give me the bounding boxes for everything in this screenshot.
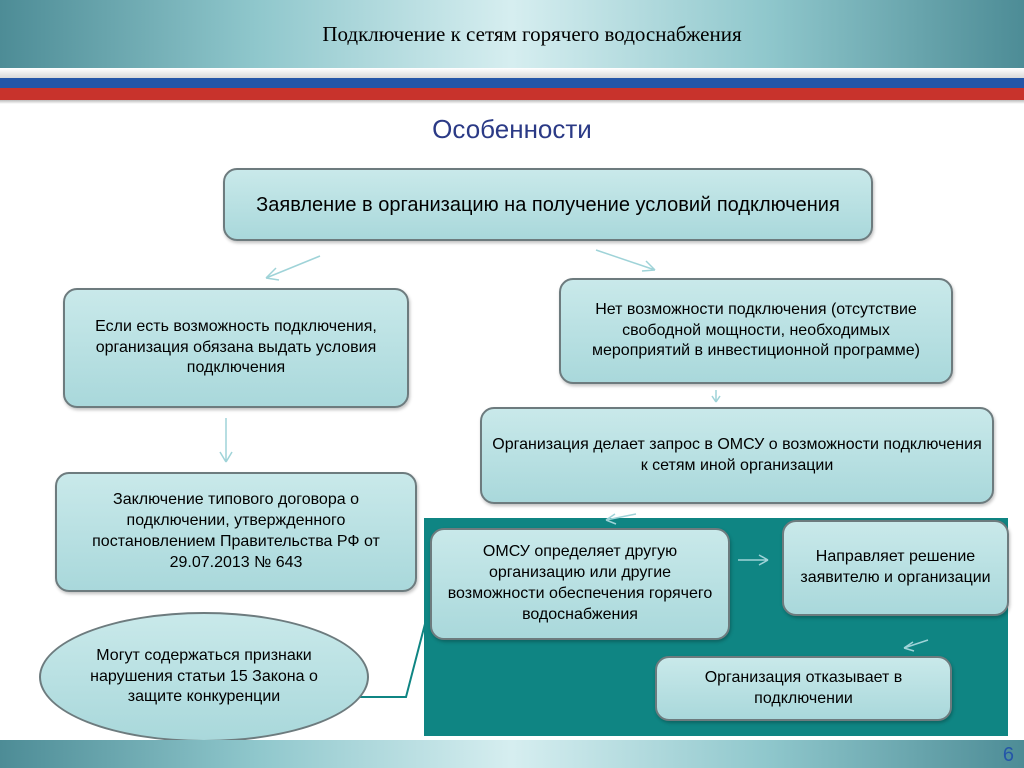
arrow-to-omsu-request [712, 390, 720, 402]
violation-connector [358, 620, 426, 697]
box-refuses: Организация отказывает в подключении [655, 656, 952, 721]
box-if-possible: Если есть возможность подключения, организация обязана выдать условия подключения [63, 288, 409, 408]
flag-stripe-blue [0, 78, 1024, 88]
box-application: Заявление в организацию на получение условий подключения [223, 168, 873, 241]
ellipse-violation: Могут содержаться признаки нарушения статьи 15 Закона о защите конкуренции [39, 612, 369, 742]
arrow-to-if-possible [266, 256, 320, 280]
box-omsu-request: Организация делает запрос в ОМСУ о возможности подключения к сетям иной организации [480, 407, 994, 504]
box-sends-decision: Направляет решение заявителю и организации [782, 520, 1009, 616]
slide-title: Подключение к сетям горячего водоснабжения [322, 22, 742, 46]
box-no-possibility: Нет возможности подключения (отсутствие свободной мощности, необходимых мероприятий в инвестиционной программе) [559, 278, 953, 384]
slide-subtitle: Особенности [432, 114, 592, 144]
flag-stripe-red [0, 88, 1024, 100]
arrow-to-contract [220, 418, 232, 462]
arrow-to-no-possibility [596, 250, 655, 271]
box-contract: Заключение типового договора о подключении, утвержденного постановлением Правительства РФ от 29.07.2013 № 643 [55, 472, 417, 592]
footer-band [0, 740, 1024, 768]
stripe-shadow [0, 100, 1024, 104]
box-omsu-determines: ОМСУ определяет другую организацию или другие возможности обеспечения горячего водоснабжения [430, 528, 730, 640]
page-number: 6 [1002, 744, 1014, 766]
flag-stripe-white [0, 68, 1024, 78]
